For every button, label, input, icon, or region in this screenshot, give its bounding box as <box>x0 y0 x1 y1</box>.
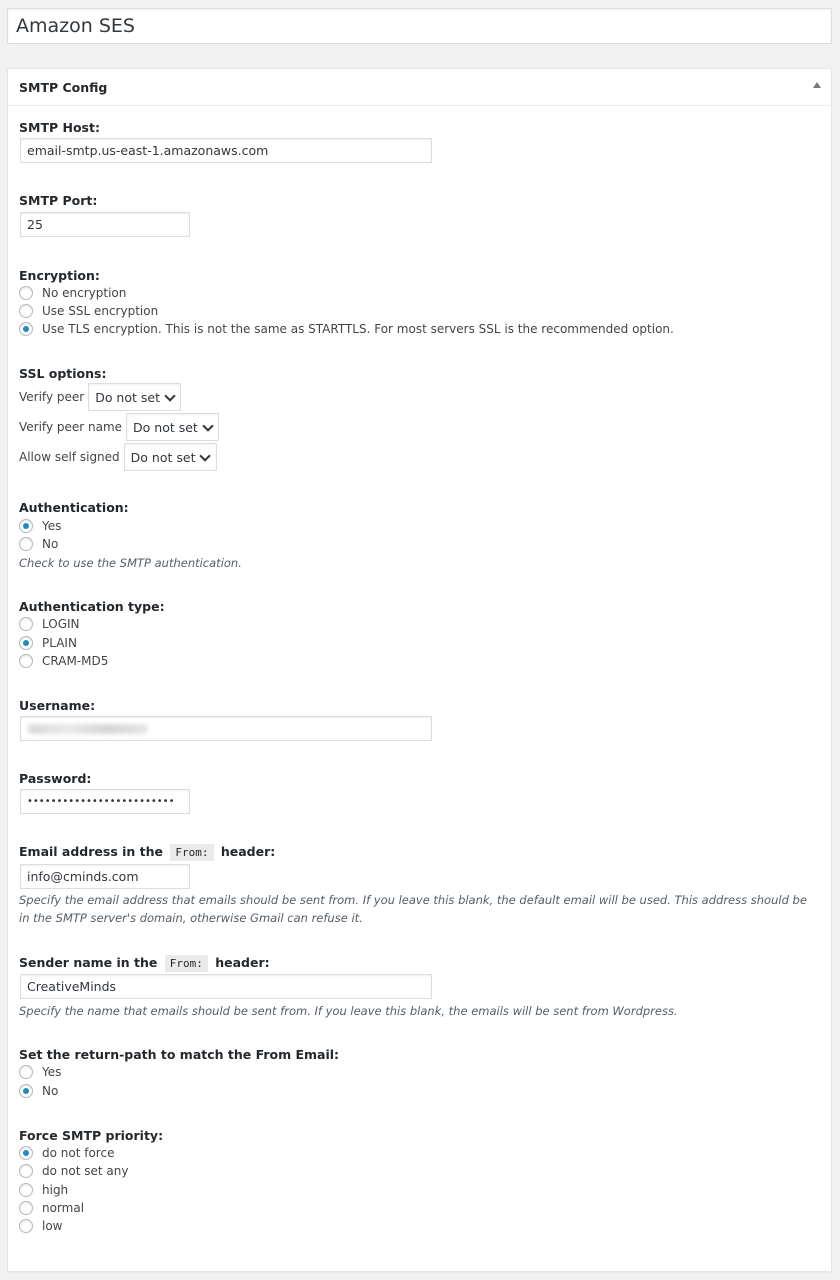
return-path-label: Set the return-path to match the From Email: <box>19 1047 340 1062</box>
auth-type-label: Authentication type: <box>19 599 165 614</box>
collapse-arrow-icon[interactable] <box>813 82 821 88</box>
radio-button[interactable] <box>19 304 33 318</box>
radio-auth-no[interactable] <box>19 535 58 553</box>
radio-label: low <box>42 1219 63 1233</box>
radio-label: CRAM-MD5 <box>42 654 109 668</box>
radio-return-path-yes[interactable] <box>19 1063 61 1081</box>
from-email-label <box>19 844 275 859</box>
radio-button[interactable] <box>19 1201 33 1215</box>
smtp-config-panel <box>7 68 832 1272</box>
from-email-label-pre: Email address in the <box>19 844 164 859</box>
radio-button[interactable] <box>19 322 33 336</box>
chevron-down-icon <box>200 450 211 461</box>
page-title-input[interactable] <box>16 9 796 43</box>
encryption-label: Encryption: <box>19 268 100 283</box>
radio-auth-cram-md5[interactable] <box>19 652 108 670</box>
radio-label: do not set any <box>42 1164 129 1178</box>
allow-self-signed-select[interactable] <box>124 443 217 471</box>
from-email-label-post: header: <box>220 844 276 859</box>
verify-peer-name-row <box>19 413 219 441</box>
page-title-box[interactable] <box>7 8 832 44</box>
radio-no-encryption[interactable] <box>19 284 126 302</box>
password-label: Password: <box>19 771 92 786</box>
radio-priority-do-not-force[interactable] <box>19 1144 114 1162</box>
verify-peer-select[interactable] <box>88 383 181 411</box>
sender-name-label-post: header: <box>215 955 270 970</box>
radio-return-path-no[interactable] <box>19 1082 58 1100</box>
radio-label: No <box>42 1084 59 1098</box>
priority-label: Force SMTP priority: <box>19 1128 164 1143</box>
radio-button[interactable] <box>19 654 33 668</box>
radio-auth-plain[interactable] <box>19 634 77 652</box>
select-value: Do not set <box>130 449 196 465</box>
radio-button[interactable] <box>19 519 33 533</box>
panel-header[interactable] <box>8 69 831 106</box>
radio-button[interactable] <box>19 1065 33 1079</box>
radio-button[interactable] <box>19 1183 33 1197</box>
allow-self-signed-row <box>19 443 217 471</box>
redacted-username <box>28 724 148 734</box>
verify-peer-name-select[interactable] <box>126 413 219 441</box>
select-value: Do not set <box>95 389 160 405</box>
radio-priority-do-not-set-any[interactable] <box>19 1162 128 1180</box>
radio-label: high <box>42 1183 69 1197</box>
authentication-description: Check to use the SMTP authentication. <box>19 556 242 570</box>
verify-peer-label: Verify peer <box>19 390 85 404</box>
radio-label: Use TLS encryption. This is not the same as STARTTLS. For most servers SSL is the recommended option. <box>42 322 674 336</box>
radio-label: do not force <box>42 1146 115 1160</box>
radio-label: No encryption <box>42 286 127 300</box>
radio-button[interactable] <box>19 636 33 650</box>
radio-priority-high[interactable] <box>19 1181 68 1199</box>
radio-label: LOGIN <box>42 617 80 631</box>
radio-label: Use SSL encryption <box>42 304 159 318</box>
radio-priority-normal[interactable] <box>19 1199 84 1217</box>
from-header-code: From: <box>170 844 213 861</box>
ssl-options-label: SSL options: <box>19 366 107 381</box>
radio-button[interactable] <box>19 1219 33 1233</box>
radio-auth-yes[interactable] <box>19 517 61 535</box>
panel-title: SMTP Config <box>19 80 108 95</box>
select-value: Do not set <box>133 419 198 435</box>
username-label: Username: <box>19 698 96 713</box>
authentication-label: Authentication: <box>19 500 129 515</box>
radio-label: normal <box>42 1201 85 1215</box>
radio-button[interactable] <box>19 286 33 300</box>
smtp-host-label: SMTP Host: <box>19 120 100 135</box>
radio-label: PLAIN <box>42 636 77 650</box>
allow-self-signed-label: Allow self signed <box>19 450 120 464</box>
radio-button[interactable] <box>19 1084 33 1098</box>
radio-auth-login[interactable] <box>19 615 80 633</box>
radio-priority-low[interactable] <box>19 1217 63 1235</box>
radio-button[interactable] <box>19 537 33 551</box>
chevron-down-icon <box>164 390 175 401</box>
from-header-code: From: <box>165 955 208 972</box>
radio-button[interactable] <box>19 1164 33 1178</box>
sender-name-input[interactable] <box>20 974 432 999</box>
sender-name-label <box>19 955 270 970</box>
verify-peer-row <box>19 383 181 411</box>
username-input[interactable] <box>20 716 432 741</box>
radio-button[interactable] <box>19 1146 33 1160</box>
sender-name-label-pre: Sender name in the <box>19 955 158 970</box>
password-input[interactable] <box>20 789 190 814</box>
verify-peer-name-label: Verify peer name <box>19 420 123 434</box>
chevron-down-icon <box>202 420 213 431</box>
radio-ssl-encryption[interactable] <box>19 302 158 320</box>
radio-tls-encryption[interactable] <box>19 320 674 338</box>
from-email-input[interactable] <box>20 864 190 889</box>
sender-name-description: Specify the name that emails should be sent from. If you leave this blank, the emails will be sent from Wordpress. <box>19 1004 678 1018</box>
radio-label: Yes <box>42 519 62 533</box>
radio-label: Yes <box>42 1065 62 1079</box>
radio-label: No <box>42 537 59 551</box>
from-email-description: Specify the email address that emails should be sent from. If you leave this blank, the default email will be used. This address should be in the SMTP server's domain, otherwise Gmail can refuse it. <box>19 893 807 925</box>
smtp-port-label: SMTP Port: <box>19 193 98 208</box>
smtp-host-input[interactable] <box>20 138 432 163</box>
radio-button[interactable] <box>19 617 33 631</box>
smtp-port-input[interactable] <box>20 212 190 237</box>
